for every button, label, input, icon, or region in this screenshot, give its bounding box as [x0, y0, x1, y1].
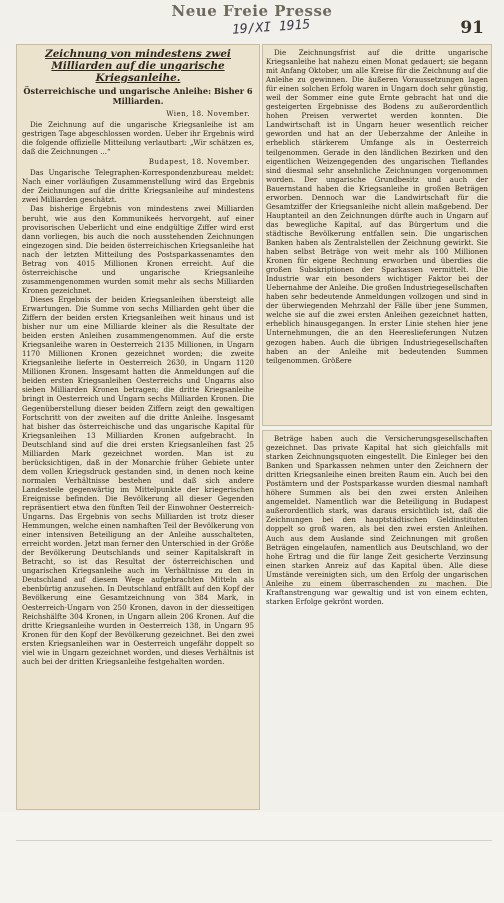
page-number: 91: [460, 18, 484, 38]
article-column-right-bottom: [266, 434, 488, 606]
article-headline: Zeichnung von mindestens zwei Milliarden auf die ungarische Kriegsanleihe.: [45, 48, 231, 84]
newspaper-masthead: Neue Freie Presse: [171, 2, 333, 20]
article-subheadline: Österreichische und ungarische Anleihe: Bisher 6 Milliarden.: [23, 86, 253, 106]
article-intro: Die Zeichnung auf die ungarische Kriegsanleihe ist am gestrigen Tage abgeschlossen worden. Ueber ihr Ergebnis wird die folgende offizielle Mitteilung verlautbart: „Wir schätzen es, daß die Zeichnungen ...“: [22, 120, 254, 157]
article-paragraph: Dieses Ergebnis der beiden Kriegsanleihen übersteigt alle Erwartungen. Die Summe von sechs Milliarden geht über die Ziffern der beiden ersten Kriegsanleihen weit hinaus und ist bisher nur um eine Milliarde kleiner als die Resultate der beiden ersten Anleihen zusammengenommen. Auf die erste Kriegsanleihe waren in Oesterreich 2135 Millionen, in Ungarn 1170 Millionen Kronen gezeichnet worden; die zweite Kriegsanleihe lieferte in Oesterreich 2630, in Ungarn 1120 Millionen Kronen. Insgesamt hatten die Anmeldungen auf die beiden ersten Kriegsanleihen Oesterreichs und Ungarns also sieben Milliarden Kronen betragen; die dritte Kriegsanleihe bringt in Oesterreich und Ungarn sechs Milliarden Kronen. Die Gegenüberstellung dieser beiden Ziffern zeigt den gewaltigen Fortschritt von der zweiten auf die dritte Anleihe. Insgesamt hat bisher das österreichische und das ungarische Kapital für Kriegsanleihen 13 Milliarden Kronen aufgebracht. In Deutschland sind auf die drei ersten Kriegsanleihen fast 25 Milliarden Mark gezeichnet worden. Man ist zu berücksichtigen, daß in der Monarchie früher Gebiete unter dem vollen Kriegsdruck gestanden sind, in denen noch keine normalen Verhältnisse bestehen und daß sich andere Landesteile gegenwärtig im Mittelpunkte der kriegerischen Ereignisse befinden. Die Bevölkerung all dieser Gegenden repräsentiert etwa den fünften Teil der Einwohner Oesterreich-Ungarns. Das Ergebnis von sechs Milliarden ist trotz dieser Hemmungen, welche einen namhaften Teil der Bevölkerung von einer intensiven Beteiligung an der Anleihe ausschalteten, erreicht worden. Jetzt man ferner den Unterschied in der Größe der Bevölkerung Deutschlands und seiner Kapitalskraft in Betracht, so ist das Resultat der österreichischen und ungarischen Kriegsanleihe auch im Verhältnisse zu den in Deutschland auf diesem Wege aufgebrachten Mitteln als ebenbürtig anzusehen. In Deutschland entfällt auf den Kopf der Bevölkerung eine Gesamtzeichnung von 384 Mark, in Oesterreich-Ungarn von 250 Kronen, davon in der diesseitigen Reichshälfte 304 Kronen, in Ungarn allein 206 Kronen. Auf die dritte Kriegsanleihe wurden in Oesterreich 138, in Ungarn 95 Kronen für den Kopf der Bevölkerung gezeichnet. Bei den zwei ersten Kriegsanleihen war in Oesterreich ungefähr doppelt so viel wie in Ungarn gezeichnet worden, und dieses Verhältnis ist auch bei der dritten Kriegsanleihe festgehalten worden.: [22, 294, 254, 666]
dateline-vienna: Wien, 18. November.: [166, 110, 250, 118]
article-column-right-top: [266, 48, 488, 424]
article-column-left: [22, 46, 254, 806]
fold-line: [16, 840, 492, 841]
handwritten-date: 19/XI 1915: [231, 17, 311, 38]
article-paragraph: Die Zeichnungsfrist auf die dritte ungarische Kriegsanleihe hat nahezu einen Monat gedauert; sie begann mit Anfang Oktober, um alle Kreise für die Zeichnung auf die Anleihe zu gewinnen. Die äußeren Voraussetzungen lagen für einen solchen Erfolg waren in Ungarn doch sehr günstig, weil der Sommer eine gute Ernte gebracht hat und die gesteigerten Ergebnisse des Bodens zu außerordentlich hohen Preisen verwertet werden konnten. Die Landwirtschaft ist in Ungarn heuer wesentlich reicher geworden und hat an der Ueberzahme der Anleihe in erheblich stärkerem Umfange als in Oesterreich teilgenommen. Gerade in den ländlichen Bezirken und den eigentlichen Weizengegenden des ungarischen Tieflandes sind diesmal sehr ansehnliche Zeichnungen vorgenommen worden. Der ungarische Grundbesitz und auch der Bauernstand haben die Kriegsanleihe in großen Beträgen erworben. Dennoch war die Landwirtschaft für die Gesamtziffer der Kriegsanleihe nicht allein maßgebend. Der Hauptanteil an den Zeichnungen dürfte auch in Ungarn auf das bewegliche Kapital, auf das Bürgertum und die städtische Bevölkerung entfallen sein. Die ungarischen Banken haben als Zentralstellen der Zeichnung gewirkt. Sie haben selbst Beträge von weit mehr als 100 Millionen Kronen für eigene Rechnung erworben und überdies die großen Subskriptionen der Sparkassen vermittelt. Die Industrie war ein besonders wichtiger Faktor bei der Uebernahme der Anleihe. Die großen Industriegesellschaften haben sehr bedeutende Anmeldungen vollzogen und sind in der überwiegenden Mehrzahl der Fälle über jene Summen, welche sie auf die zwei ersten Anleihen gezeichnet hatten, erheblich hinausgegangen. In erster Linie stehen hier jene Unternehmungen, die an den Heereslieferungen Nutzen gezogen haben. Auch die übrigen Industriegesellschaften haben an der Anleihe mit bedeutenden Summen teilgenommen. Größere: [266, 48, 488, 365]
dateline-budapest: Budapest, 18. November.: [148, 158, 250, 167]
article-paragraph: Das bisherige Ergebnis von mindestens zwei Milliarden beruht, wie aus den Kommunikeés hervorgeht, auf einer provisorischen Ueberlicht und eine endgültige Ziffer wird erst dann vorliegen, bis auch die noch ausstehenden Zeichnungen eingezogen sind. Die beiden österreichischen Kriegsanleihe hat nach der letzten Mitteilung des Postsparkassenamtes den Betrag von 4015 Millionen Kronen erreicht. Auf die österreichische und ungarische Kriegsanleihe zusammengenommen wurden somit mehr als sechs Milliarden Kronen gezeichnet.: [22, 204, 254, 295]
blank-margin: [0, 812, 504, 903]
article-paragraph: Das Ungarische Telegraphen-Korrespondenzbureau meldet: Nach einer vorläufigen Zusammenstellung wird das Ergebnis der Zeichnungen auf die dritte Kriegsanleihe auf mindestens zwei Milliarden geschätzt.: [22, 168, 254, 205]
article-paragraph: Beträge haben auch die Versicherungsgesellschaften gezeichnet. Das private Kapital hat sich gleichfalls mit starken Zeichnungsquoten eingestellt. Die Einleger bei den Banken und Sparkassen nehmen unter den Zeichnern der dritten Kriegsanleihe einen breiten Raum ein. Auch bei den Postämtern und der Postsparkasse wurden diesmal namhaft höhere Summen als bei den zwei ersten Anleihen angemeldet. Namentlich war die Beteiligung in Budapest außerordentlich stark, was daraus ersichtlich ist, daß die Zeichnungen bei den hauptstädtischen Geldinstituten doppelt so groß waren, als bei den zwei ersten Anleihen. Auch aus dem Auslande sind Zeichnungen mit großen Beträgen eingelaufen, namentlich aus Deutschland, wo der hohe Ertrag und die für lange Zeit gesicherte Verzinsung einen starken Anreiz auf das Kapital üben. Alle diese Umstände vereinigten sich, um den Erfolg der ungarischen Anleihe zu einem überraschenden zu machen. Die Kraftanstrengung war gewaltig und ist von einem echten, starken Erfolge gekrönt worden.: [266, 434, 488, 606]
